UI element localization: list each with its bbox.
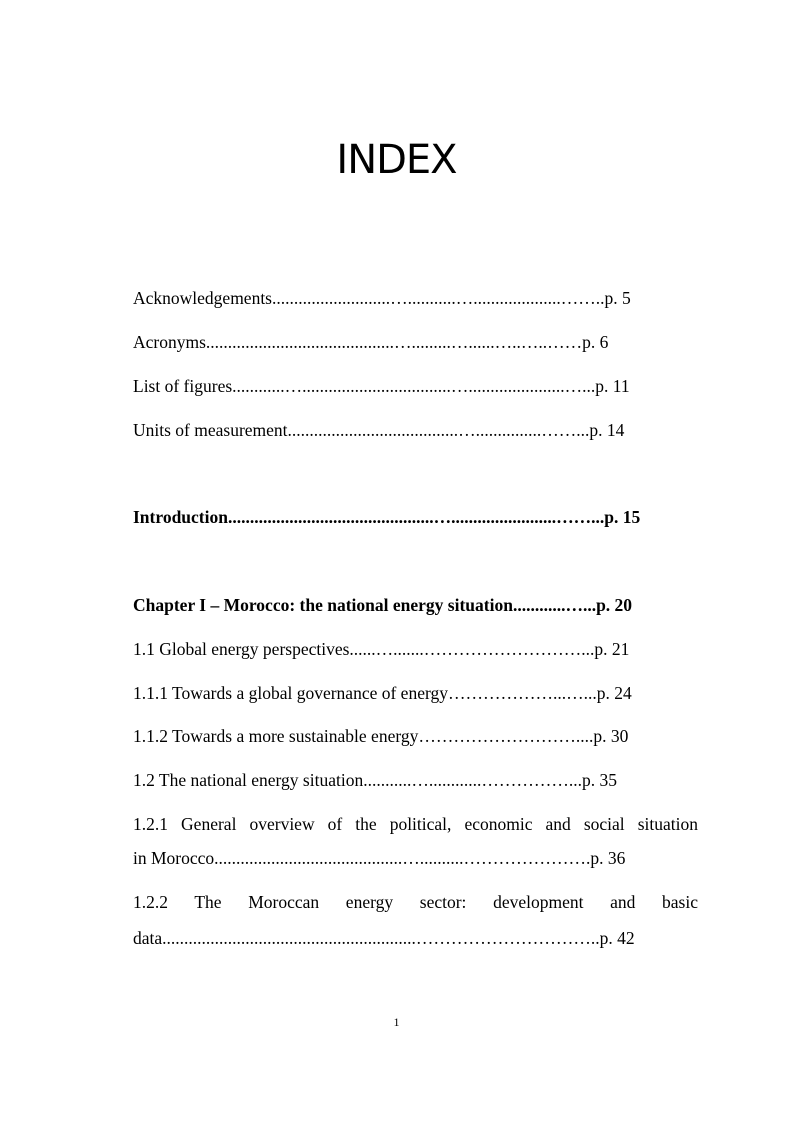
toc-entry-1-2-2-line2[interactable]: data..........................................................…………………………..p. 42 <box>133 928 635 948</box>
toc-entry-chapter-1[interactable]: Chapter I – Morocco: the national energy situation............…...p. 20 <box>133 595 633 615</box>
toc-entry-1-1-2[interactable]: 1.1.2 Towards a more sustainable energy………………………....p. 30 <box>133 726 629 746</box>
toc-entry-acknowledgements[interactable]: Acknowledgements...........................…...........…....................……..p. 5 <box>133 288 631 308</box>
toc-entry-1-1[interactable]: 1.1 Global energy perspectives......….......………………………...p. 21 <box>133 639 630 659</box>
toc-entry-list-of-figures[interactable]: List of figures............…..................................…......................…...p. 11 <box>133 376 630 396</box>
toc-entry-1-2-1-line1[interactable]: 1.2.1 General overview of the political, economic and social situation <box>133 814 698 834</box>
toc-entry-units-of-measurement[interactable]: Units of measurement.......................................…...............……...p. 14 <box>133 420 625 440</box>
page-number: 1 <box>393 1015 400 1029</box>
toc-entry-1-2-1-line2[interactable]: in Morocco...........................................…..........………………….p. 36 <box>133 848 626 868</box>
toc-entry-1-1-1[interactable]: 1.1.1 Towards a global governance of energy………………...…...p. 24 <box>133 683 632 703</box>
toc-entry-acronyms[interactable]: Acronyms...........................................….........…......…..…..……p. 6 <box>133 332 609 352</box>
toc-entry-introduction[interactable]: Introduction...............................................…........................……...p. 15 <box>133 507 641 527</box>
toc-entry-1-2-2-line1[interactable]: 1.2.2 The Moroccan energy sector: development and basic <box>133 892 698 912</box>
toc-entry-1-2[interactable]: 1.2 The national energy situation...........…............……………...p. 35 <box>133 770 617 790</box>
index-title: INDEX <box>336 137 457 183</box>
